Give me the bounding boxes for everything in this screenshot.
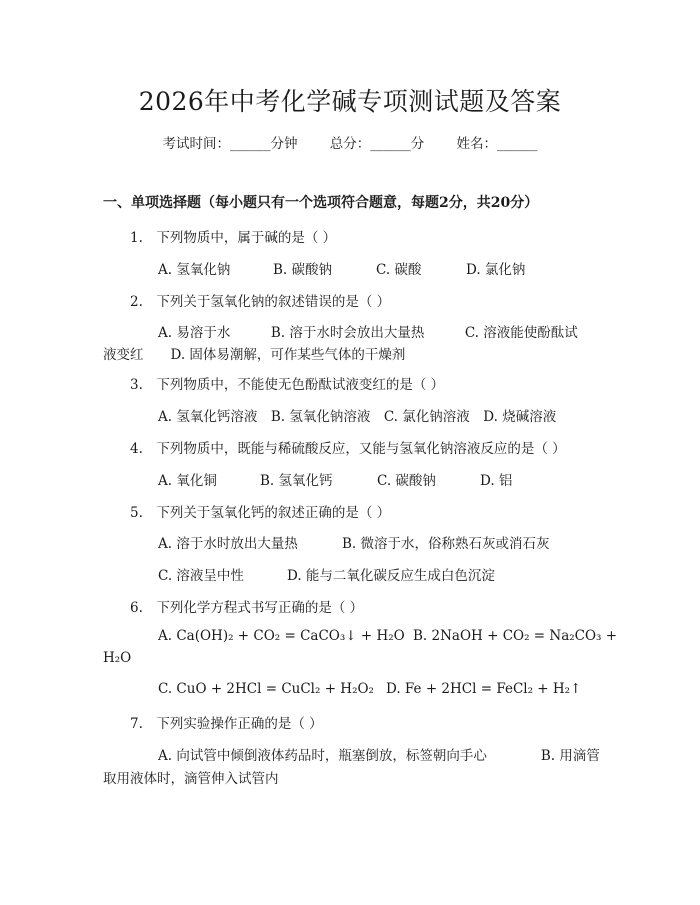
section-heading: 一、单项选择题（每小题只有一个选项符合题意，每题2分，共20分） xyxy=(103,195,539,211)
question-6-option-c: C. CuO + 2HCl = CuCl₂ + H₂O₂ xyxy=(158,681,374,697)
question-1-option-c: C. 碳酸 xyxy=(376,262,422,278)
question-4-option-a: A. 氧化铜 xyxy=(158,473,217,489)
question-1-option-d: D. 氯化钠 xyxy=(466,262,526,278)
page-title: 2026年中考化学碱专项测试题及答案 xyxy=(138,87,562,116)
question-1-stem: 1. 下列物质中，属于碱的是（ ） xyxy=(130,230,337,246)
student-name-field: 姓名：______ xyxy=(456,136,538,152)
question-5-stem: 5. 下列关于氢氧化钙的叙述正确的是（ ） xyxy=(130,505,391,521)
question-5-options-row-1 xyxy=(158,532,550,552)
exam-meta xyxy=(0,132,700,152)
question-5-option-b: B. 微溶于水，俗称熟石灰或消石灰 xyxy=(342,536,550,552)
question-5-option-c: C. 溶液呈中性 xyxy=(158,568,244,584)
question-1-options xyxy=(158,258,525,278)
question-1-option-a: A. 氢氧化钠 xyxy=(158,262,231,278)
question-6-options-row-1 xyxy=(158,628,617,644)
question-4-option-d: D. 铝 xyxy=(480,473,513,489)
question-5-options-row-2 xyxy=(158,564,495,584)
question-7-options-line-1: A. 向试管中倾倒液体药品时，瓶塞倒放，标签朝向手心 B. 用滴管 xyxy=(158,748,600,764)
question-3-stem: 3. 下列物质中，不能使无色酚酞试液变红的是（ ） xyxy=(130,377,445,393)
question-5-option-a: A. 溶于水时放出大量热 xyxy=(158,536,298,552)
question-1-option-b: B. 碳酸钠 xyxy=(273,262,333,278)
question-6-stem: 6. 下列化学方程式书写正确的是（ ） xyxy=(130,600,364,616)
question-4-option-b: B. 氢氧化钙 xyxy=(260,473,333,489)
question-5-option-d: D. 能与二氧化碳反应生成白色沉淀 xyxy=(287,568,495,584)
question-7-stem: 7. 下列实验操作正确的是（ ） xyxy=(130,716,323,732)
question-2-options-line-2: 液变红 D. 固体易潮解，可作某些气体的干燥剂 xyxy=(103,347,406,363)
question-7-options-line-2: 取用液体时，滴管伸入试管内 xyxy=(103,771,279,787)
question-4-option-c: C. 碳酸钠 xyxy=(377,473,436,489)
question-4-stem: 4. 下列物质中，既能与稀硫酸反应，又能与氢氧化钠溶液反应的是（ ） xyxy=(130,441,566,457)
question-6-option-b-wrap: H₂O xyxy=(103,650,132,666)
question-2-options-line-1: A. 易溶于水 B. 溶于水时会放出大量热 C. 溶液能使酚酞试 xyxy=(158,325,578,341)
question-4-options xyxy=(158,469,512,489)
question-2-stem: 2. 下列关于氢氧化钠的叙述错误的是（ ） xyxy=(130,294,391,310)
question-6-option-d: D. Fe + 2HCl = FeCl₂ + H₂↑ xyxy=(386,681,582,697)
question-6-options-row-2 xyxy=(158,681,581,697)
question-3-options: A. 氢氧化钙溶液 B. 氢氧化钠溶液 C. 氯化钠溶液 D. 烧碱溶液 xyxy=(158,409,557,425)
question-6-option-b: B. 2NaOH + CO₂ = Na₂CO₃ + xyxy=(413,628,618,644)
question-6-option-a: A. Ca(OH)₂ + CO₂ = CaCO₃↓ + H₂O xyxy=(158,628,405,644)
exam-time-field: 考试时间：______分钟 xyxy=(162,136,298,152)
total-score-field: 总分：______分 xyxy=(329,136,425,152)
